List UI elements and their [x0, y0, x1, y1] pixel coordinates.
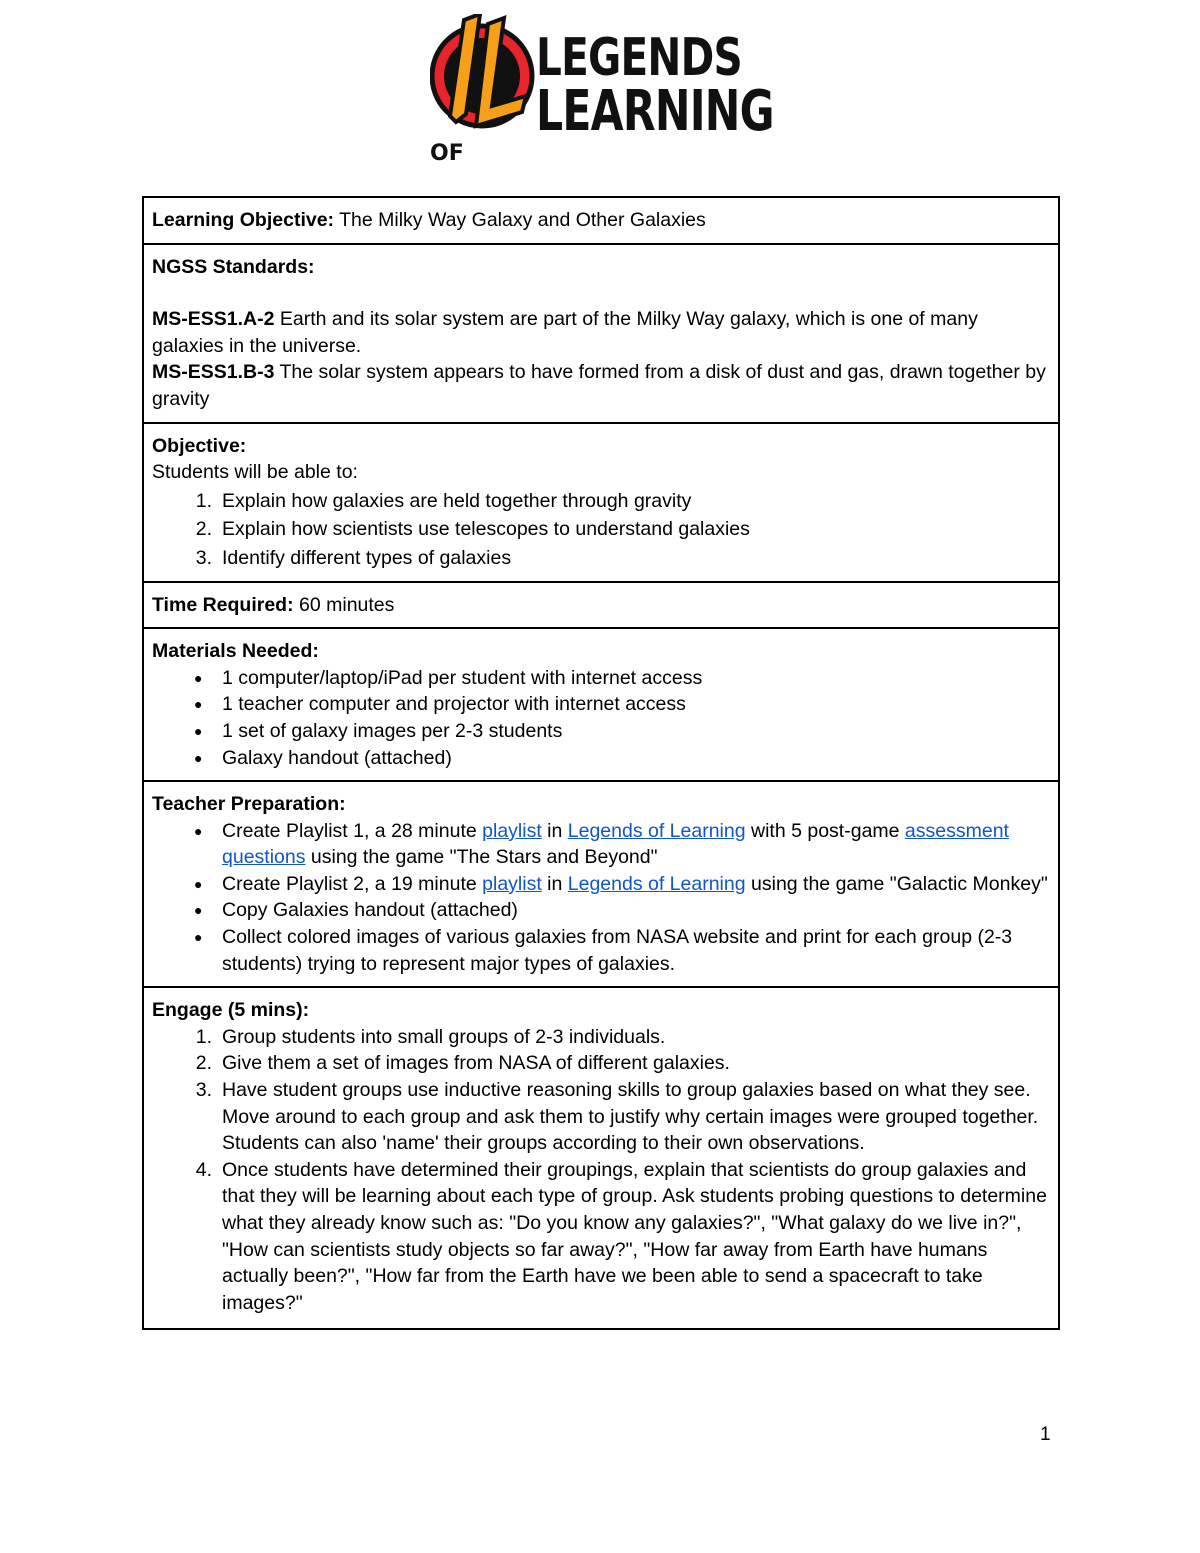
- time-required-label: Time Required:: [152, 593, 294, 616]
- bullet-icon: ●: [194, 929, 203, 946]
- materials-row: [143, 628, 1059, 781]
- list-item: ● Collect colored images of various galaxies from NASA website and print for each group (2-3 students) trying to represent major types of galaxies.: [194, 926, 1013, 975]
- ngss-text: Earth and its solar system are part of the Milky Way galaxy, which is one of many galaxies in the universe.: [152, 308, 978, 357]
- bullet-icon: ●: [194, 822, 203, 839]
- preparation-list: [152, 818, 1050, 978]
- list-item: 1. Group students into small groups of 2-3 individuals.: [195, 1025, 666, 1048]
- objective-label: Objective:: [152, 434, 247, 457]
- ngss-label: NGSS Standards:: [152, 255, 315, 278]
- bullet-icon: ●: [194, 902, 203, 919]
- learning-objective-row: [143, 197, 1059, 244]
- bullet-icon: ●: [194, 696, 203, 713]
- ngss-standard: [152, 359, 1050, 412]
- time-required-value: 60 minutes: [293, 593, 395, 616]
- bullet-icon: ●: [194, 749, 203, 766]
- logo-word-legends: LEGENDS: [536, 28, 742, 88]
- objective-row: [143, 423, 1059, 582]
- ngss-text: The solar system appears to have formed from a disk of dust and gas, drawn together by gravity: [152, 361, 1046, 410]
- bullet-icon: ●: [194, 669, 203, 686]
- ngss-row: [143, 244, 1059, 423]
- legends-of-learning-link[interactable]: Legends of Learning: [567, 872, 746, 895]
- list-item: 3. Have student groups use inductive reasoning skills to group galaxies based on what they see. Move around to each group and ask them to justify why certain images were grouped together. Students can also 'name' their groups according to their own observations.: [195, 1079, 1039, 1155]
- list-item: 4. Once students have determined their groupings, explain that scientists do group galaxies and that they will be learning about each type of group. Ask students probing questions to determine what they already know such as: "Do you know any galaxies?", "What galaxy do we live in?", "How can scientists study objects so far away?", "How far away from Earth have humans actually been?", "How far from the Earth have we been able to send a spacecraft to take images?": [195, 1158, 1047, 1314]
- list-item: ● Galaxy handout (attached): [152, 745, 1050, 772]
- learning-objective-text: The Milky Way Galaxy and Other Galaxies: [334, 209, 706, 231]
- list-item: ● Create Playlist 1, a 28 minute playlist in Legends of Learning with 5 post-game assessment questions using the game "The Stars and Beyond": [194, 819, 1009, 869]
- lesson-plan-table: [142, 196, 1060, 1330]
- list-item: 1. Explain how galaxies are held together through gravity: [195, 489, 692, 512]
- time-required-row: [143, 582, 1059, 629]
- materials-label: Materials Needed:: [152, 640, 319, 663]
- teacher-preparation-label: Teacher Preparation:: [152, 793, 346, 816]
- list-item: ● Create Playlist 2, a 19 minute playlist in Legends of Learning using the game "Galactic Monkey": [152, 871, 1050, 898]
- logo-ll-emblem-icon: [430, 14, 540, 136]
- objective-list: [152, 488, 1050, 572]
- list-item: 2. Explain how scientists use telescopes to understand galaxies: [195, 518, 750, 541]
- engage-label: Engage (5 mins):: [152, 999, 310, 1022]
- playlist-link[interactable]: playlist: [482, 872, 542, 895]
- logo-word-of: OF: [430, 141, 464, 166]
- list-item: 3. Identify different types of galaxies: [195, 546, 512, 569]
- ngss-standard: [152, 306, 1050, 359]
- teacher-preparation-row: [143, 781, 1059, 987]
- engage-list: [152, 1024, 1050, 1317]
- list-item: ● 1 teacher computer and projector with internet access: [152, 691, 1050, 718]
- list-item: ● 1 set of galaxy images per 2-3 students: [152, 718, 1050, 745]
- legends-of-learning-link[interactable]: Legends of Learning: [567, 819, 746, 842]
- ngss-code: MS-ESS1.B-3: [152, 361, 275, 384]
- list-item: 2. Give them a set of images from NASA of different galaxies.: [195, 1052, 730, 1075]
- list-item: ● Copy Galaxies handout (attached): [152, 897, 1050, 924]
- bullet-icon: ●: [194, 722, 203, 739]
- objective-intro: Students will be able to:: [152, 461, 358, 484]
- logo-word-learning: LEARNING: [536, 79, 774, 144]
- legends-of-learning-logo: [430, 14, 774, 166]
- engage-row: [143, 987, 1059, 1329]
- assessment-questions-link[interactable]: assessment questions: [222, 819, 1009, 869]
- playlist-link[interactable]: playlist: [482, 819, 542, 842]
- page-number: 1: [1040, 1424, 1051, 1445]
- bullet-icon: ●: [194, 875, 203, 892]
- learning-objective-label: Learning Objective:: [152, 209, 335, 231]
- ngss-code: MS-ESS1.A-2: [152, 308, 275, 331]
- list-item: ● 1 computer/laptop/iPad per student with internet access: [152, 665, 1050, 692]
- materials-list: [152, 665, 1050, 771]
